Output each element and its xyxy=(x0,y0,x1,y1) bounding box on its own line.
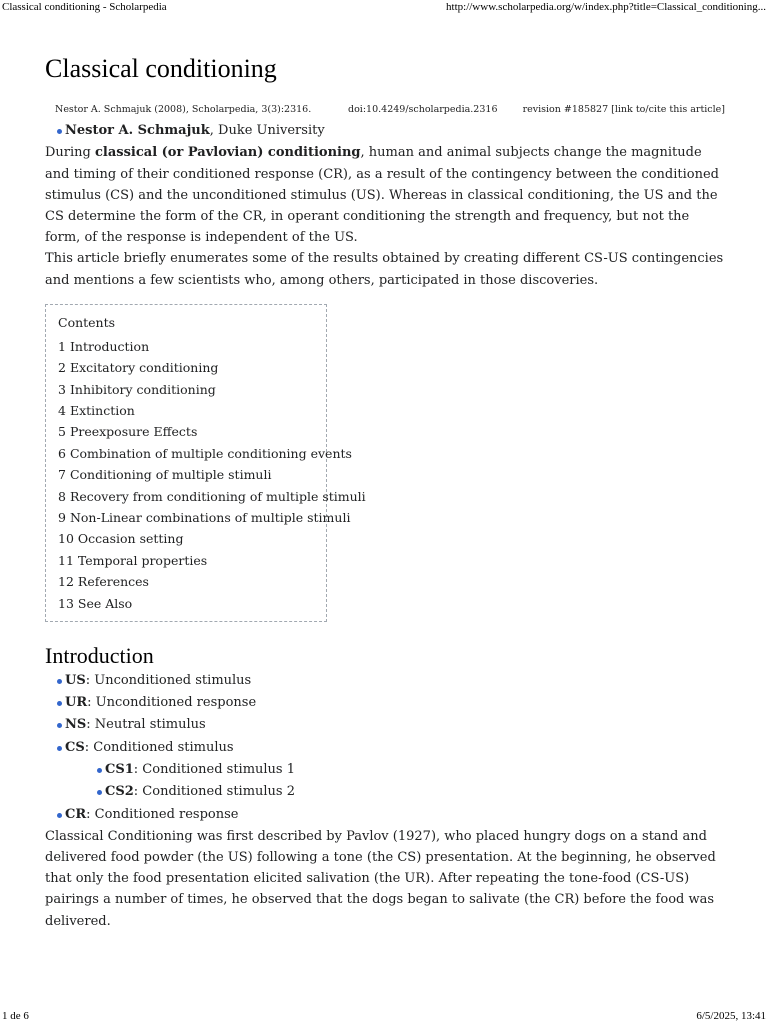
print-page-title: Classical conditioning - Scholarpedia xyxy=(2,1,167,13)
citation-doi[interactable]: doi:10.4249/scholarpedia.2316 xyxy=(348,104,498,115)
toc-item[interactable] xyxy=(58,593,314,614)
bullet-icon xyxy=(97,768,102,773)
toc-link[interactable] xyxy=(58,360,218,375)
toc-label: Extinction xyxy=(69,402,135,418)
toc-link[interactable] xyxy=(58,403,135,418)
toc-label: Preexposure Effects xyxy=(69,424,198,440)
toc-number: 6 xyxy=(58,445,66,461)
toc-label: Excitatory conditioning xyxy=(69,360,219,376)
article-content xyxy=(45,52,725,932)
bullet-icon xyxy=(57,813,62,818)
toc-item[interactable] xyxy=(58,400,314,421)
toc-item[interactable] xyxy=(58,486,366,507)
toc-number: 11 xyxy=(58,552,74,568)
bullet-icon xyxy=(57,746,62,751)
toc-item[interactable] xyxy=(58,507,351,528)
toc-item[interactable] xyxy=(58,379,314,400)
bullet-icon xyxy=(57,679,62,684)
term-item: CR: Conditioned response xyxy=(45,804,725,826)
bullet-icon xyxy=(57,723,62,728)
author-item xyxy=(45,120,725,142)
citation-revision-link[interactable]: revision #185827 [link to/cite this article] xyxy=(522,104,725,115)
toc-number: 3 xyxy=(58,381,66,397)
subterms-list xyxy=(65,759,725,804)
bullet-icon xyxy=(57,701,62,706)
toc-link[interactable] xyxy=(58,489,366,504)
citation-author-ref: Nestor A. Schmajuk (2008), Scholarpedia, 3(3):2316. xyxy=(55,104,312,115)
toc-list xyxy=(58,336,366,614)
toc-label: Non-Linear combinations of multiple stimuli xyxy=(69,509,351,525)
print-page-url: http://www.scholarpedia.org/w/index.php?title=Classical_conditioning... xyxy=(446,1,766,13)
toc-label: Recovery from conditioning of multiple stimuli xyxy=(69,488,366,504)
subterm-item: CS2: Conditioned stimulus 2 xyxy=(65,781,725,803)
terms-list xyxy=(45,670,725,826)
toc-label: Combination of multiple conditioning events xyxy=(69,445,352,461)
toc-item[interactable] xyxy=(58,357,314,378)
table-of-contents xyxy=(45,304,366,622)
toc-link[interactable] xyxy=(58,553,207,568)
toc-number: 8 xyxy=(58,488,66,504)
term-item: CS: Conditioned stimulus CS1: Conditioned stimulus 1 CS2: Conditioned stimulus 2 xyxy=(45,737,725,804)
toc-label: Introduction xyxy=(69,338,150,354)
toc-label: Conditioning of multiple stimuli xyxy=(69,467,272,483)
term-item: NS: Neutral stimulus xyxy=(45,714,725,736)
page-title: Classical conditioning xyxy=(45,54,277,83)
toc-item[interactable] xyxy=(58,550,314,571)
toc-item[interactable] xyxy=(58,571,314,592)
toc-label: Occasion setting xyxy=(77,531,184,547)
toc-link[interactable] xyxy=(58,424,197,439)
toc-label: References xyxy=(77,574,149,590)
toc-number: 1 xyxy=(58,338,66,354)
toc-label: Inhibitory conditioning xyxy=(69,381,216,397)
citation-bar xyxy=(45,104,725,120)
term-item: UR: Unconditioned response xyxy=(45,692,725,714)
toc-item[interactable] xyxy=(58,421,314,442)
term-item: US: Unconditioned stimulus xyxy=(45,670,725,692)
toc-item[interactable] xyxy=(58,443,352,464)
toc-number: 4 xyxy=(58,402,66,418)
toc-item[interactable] xyxy=(58,336,314,357)
section-heading-introduction: Introduction xyxy=(45,642,154,668)
toc-number: 13 xyxy=(58,595,74,611)
print-page-number: 1 de 6 xyxy=(2,1010,29,1022)
toc-link[interactable] xyxy=(58,510,350,525)
author-affiliation: , Duke University xyxy=(209,123,325,138)
toc-link[interactable] xyxy=(58,596,132,611)
toc-title: Contents xyxy=(58,314,116,330)
toc-link[interactable] xyxy=(58,574,149,589)
intro-paragraph: During classical (or Pavlovian) conditioning, human and animal subjects change the magnitude and timing of their conditioned response (CR), as a result of the contingency between the conditioned stimulus (CS) and the unconditioned stimulus (US). Whereas in classical conditioning, the US and the CS determine the form of the CR, in operant conditioning the strength and frequency, but not the form, of the response is independent of the US. xyxy=(45,145,719,246)
toc-number: 9 xyxy=(58,509,66,525)
author-list xyxy=(45,120,725,142)
toc-link[interactable] xyxy=(58,531,183,546)
intro-keyword: classical (or Pavlovian) conditioning xyxy=(95,145,361,161)
toc-link[interactable] xyxy=(58,446,352,461)
toc-label: See Also xyxy=(77,595,133,611)
print-datetime: 6/5/2025, 13:41 xyxy=(696,1010,766,1022)
subterm-item: CS1: Conditioned stimulus 1 xyxy=(65,759,725,781)
toc-link[interactable] xyxy=(58,467,271,482)
toc-number: 5 xyxy=(58,424,66,440)
introduction-paragraph: Classical Conditioning was first described by Pavlov (1927), who placed hungry dogs on a stand and delivered food powder (the US) following a tone (the CS) presentation. At the beginning, he observed that only the food presentation elicited salivation (the UR). After repeating the tone-food (CS-US) pairings a number of times, he observed that the dogs began to salivate (the CR) before the food was delivered. xyxy=(45,828,716,929)
toc-item[interactable] xyxy=(58,528,314,549)
toc-number: 7 xyxy=(58,467,66,483)
toc-label: Temporal properties xyxy=(77,552,208,568)
toc-link[interactable] xyxy=(58,339,149,354)
toc-number: 2 xyxy=(58,360,66,376)
toc-number: 12 xyxy=(58,574,74,590)
toc-link[interactable] xyxy=(58,382,216,397)
toc-number: 10 xyxy=(58,531,74,547)
author-name[interactable]: Nestor A. Schmajuk xyxy=(65,123,210,138)
summary-paragraph: This article briefly enumerates some of the results obtained by creating different CS-US contingencies and mentions a few scientists who, among others, participated in those discoveries. xyxy=(45,251,724,288)
bullet-icon xyxy=(57,129,62,134)
bullet-icon xyxy=(97,790,102,795)
toc-item[interactable] xyxy=(58,464,314,485)
